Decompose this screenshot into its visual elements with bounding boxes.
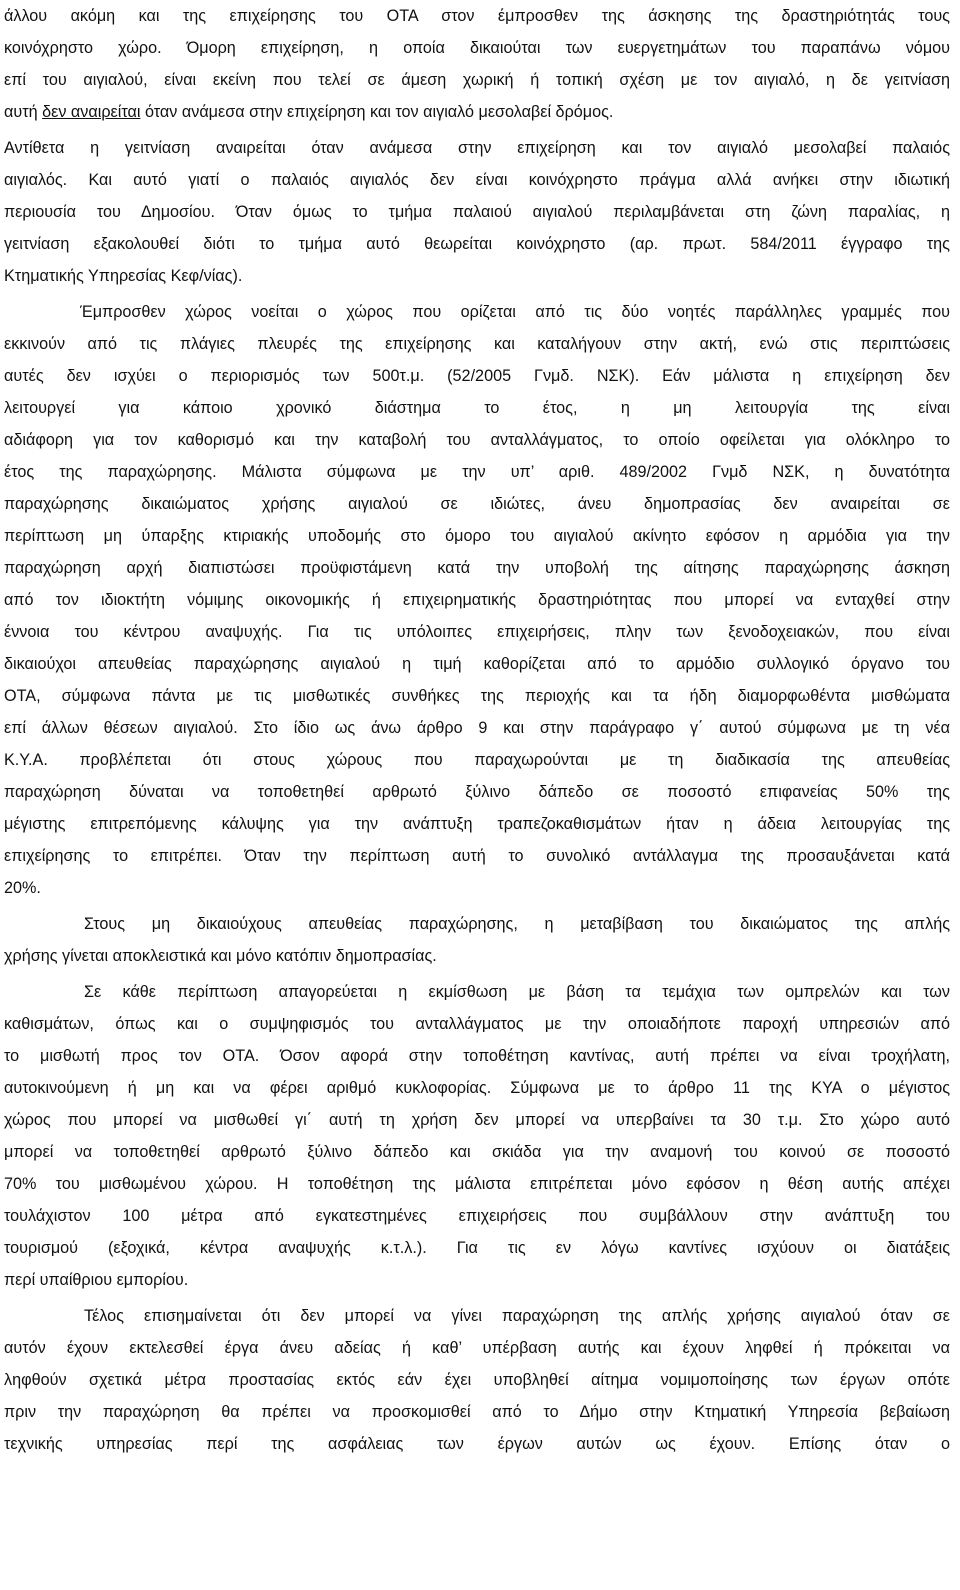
paragraph-auction: [4, 908, 950, 972]
text-line: τουρισμού (εξοχικά, κέντρα αναψυχής κ.τ.λ.). Για τις εν λόγω καντίνες ισχύουν οι διατάξεις: [4, 1239, 950, 1257]
text-line: ΟΤΑ, σύμφωνα πάντα με τις μισθωτικές συνθήκες της περιοχής και τα ήδη διαμορφωθέντα μισθώματα: [4, 687, 950, 705]
text-line: τεχνικής υπηρεσίας περί της ασφάλειας των έργων αυτών ως έχουν. Επίσης όταν ο: [4, 1435, 950, 1453]
text-line: μέγιστης επιτρεπόμενης κάλυψης για την ανάπτυξη τραπεζοκαθισμάτων ήταν η άδεια λειτουργίας της: [4, 815, 950, 833]
paragraph-old-shore: [4, 132, 950, 292]
text-line: καθισμάτων, όπως και ο συμψηφισμός του ανταλλάγματος με την οποιαδήποτε παροχή υπηρεσιών από: [4, 1015, 950, 1033]
text-line: εκκινούν από τις πλάγιες πλευρές της επιχείρησης και καταλήγουν στην ακτή, ενώ στις περιπτώσεις: [4, 335, 950, 353]
text-line: περί υπαίθριου εμπορίου.: [4, 1271, 189, 1289]
text-line: παραχώρησης δικαιώματος χρήσης αιγιαλού σε ιδιώτες, άνευ δημοπρασίας δεν αναιρείται σε: [4, 495, 950, 513]
text-line: χώρος που μπορεί να μισθωθεί γι΄ αυτή τη χρήση δεν μπορεί να υπερβαίνει τα 30 τ.μ. Στο χώρο αυτό: [4, 1111, 950, 1129]
text-line: παραχώρηση δύναται να τοποθετηθεί αρθρωτό ξύλινο δάπεδο σε ποσοστό επιφανείας 50% της: [4, 783, 950, 801]
text-line: Έμπροσθεν χώρος νοείται ο χώρος που ορίζεται από τις δύο νοητές παράλληλες γραμμές που: [80, 303, 950, 321]
text-line: παραχώρηση αρχή διαπιστώσει προϋφιστάμενη κατά την υποβολή της αίτησης παραχώρησης άσκηση: [4, 559, 950, 577]
text-line: έτος της παραχώρησης. Μάλιστα σύμφωνα με την υπ’ αριθ. 489/2002 Γνμδ ΝΣΚ, η δυνατότητα: [4, 463, 950, 481]
text-line: μπορεί να τοποθετηθεί αρθρωτό ξύλινο δάπεδο και σκιάδα για την αναμονή του κοινού σε ποσοστό: [4, 1143, 950, 1161]
text-line: από τον ιδιοκτήτη νόμιμης οικονομικής ή επιχειρηματικής δραστηριότητας που μπορεί να ενταχθεί στην: [4, 591, 950, 609]
text-line: χρήσης γίνεται αποκλειστικά και μόνο κατόπιν δημοπρασίας.: [4, 947, 437, 965]
text-line: Τέλος επισημαίνεται ότι δεν μπορεί να γίνει παραχώρηση της απλής χρήσης αιγιαλού όταν σε: [84, 1307, 950, 1325]
text-line: αυτές δεν ισχύει ο περιορισμός των 500τ.μ. (52/2005 Γνμδ. ΝΣΚ). Εάν μάλιστα η επιχείρηση δεν: [4, 367, 950, 385]
text-segment: αυτή: [4, 103, 43, 121]
text-line: Στους μη δικαιούχους απευθείας παραχώρησης, η μεταβίβαση του δικαιώματος της απλής: [84, 915, 950, 933]
text-line: αυτόν έχουν εκτελεσθεί έργα άνευ αδείας ή καθ’ υπέρβαση αυτής και έχουν ληφθεί ή πρόκειται να: [4, 1339, 950, 1357]
text-line: τουλάχιστον 100 μέτρα από εγκατεστημένες επιχειρήσεις που συμβάλλουν στην ανάπτυξη του: [4, 1207, 950, 1225]
text-line: γειτνίαση εξακολουθεί διότι το τμήμα αυτό θεωρείται κοινόχρηστο (αρ. πρωτ. 584/2011 έγγραφο της: [4, 235, 950, 253]
paragraph-continuation: [4, 0, 950, 128]
text-segment: όταν ανάμεσα στην επιχείρηση και τον αιγιαλό μεσολαβεί δρόμος.: [140, 103, 614, 121]
text-line: αιγιαλός. Και αυτό γιατί ο παλαιός αιγιαλός δεν είναι κοινόχρηστο πράγμα αλλά ανήκει στην ιδιωτική: [4, 171, 950, 189]
text-line: Κτηματικής Υπηρεσίας Κεφ/νίας).: [4, 267, 243, 285]
underlined-text: δεν αναιρείται: [42, 103, 141, 121]
text-line: Σε κάθε περίπτωση απαγορεύεται η εκμίσθωση με βάση τα τεμάχια των ομπρελών και των: [84, 983, 950, 1001]
text-line: επί άλλων θέσεων αιγιαλού. Στο ίδιο ως άνω άρθρο 9 και στην παράγραφο γ΄ αυτού σύμφωνα με τη νέα: [4, 719, 950, 737]
paragraph-front-space: [4, 296, 950, 904]
text-line: δικαιούχοι απευθείας παραχώρησης αιγιαλού η τιμή καθορίζεται από το αρμόδιο συλλογικό όργανο του: [4, 655, 950, 673]
text-line: περιουσία του Δημοσίου. Όταν όμως το τμήμα παλαιού αιγιαλού περιλαμβάνεται στη ζώνη παραλίας, η: [4, 203, 950, 221]
text-line: έννοια του κέντρου αναψυχής. Για τις υπόλοιπες επιχειρήσεις, πλην των ξενοδοχειακών, που είναι: [4, 623, 950, 641]
text-line: αυτοκινούμενη ή μη και να φέρει αριθμό κυκλοφορίας. Σύμφωνα με το άρθρο 11 της ΚΥΑ ο μέγιστος: [4, 1079, 950, 1097]
text-line: αδιάφορη για τον καθορισμό και την καταβολή του ανταλλάγματος, το οποίο οφείλεται για ολόκληρο το: [4, 431, 950, 449]
text-line: λειτουργεί για κάποιο χρονικό διάστημα το έτος, η μη λειτουργία της είναι: [4, 399, 950, 417]
text-line: κοινόχρηστο χώρο. Όμορη επιχείρηση, η οποία δικαιούται των ευεργετημάτων του παραπάνω νόμου: [4, 39, 950, 57]
paragraph-canteen: [4, 976, 950, 1296]
document-page: [4, 0, 950, 1460]
text-line: άλλου ακόμη και της επιχείρησης του ΟΤΑ στον έμπροσθεν της άσκησης της δραστηριότητάς τους: [4, 7, 950, 25]
text-line: Αντίθετα η γειτνίαση αναιρείται όταν ανάμεσα στην επιχείρηση και τον αιγιαλό μεσολαβεί παλαιός: [4, 139, 950, 157]
text-line: το μισθωτή προς τον ΟΤΑ. Όσον αφορά στην τοποθέτηση καντίνας, αυτή πρέπει να είναι τροχήλατη,: [4, 1047, 950, 1065]
text-line: επί του αιγιαλού, είναι εκείνη που τελεί σε άμεση χωρική ή τοπική σχέση με τον αιγιαλό, η δε γειτνίαση: [4, 71, 950, 89]
text-line: επιχείρησης το επιτρέπει. Όταν την περίπτωση αυτή το συνολικό αντάλλαγμα της προσαυξάνεται κατά: [4, 847, 950, 865]
text-line: ληφθούν σχετικά μέτρα προστασίας εκτός εάν έχει υποβληθεί αίτημα νομιμοποίησης των έργων οπότε: [4, 1371, 950, 1389]
text-line: 70% του μισθωμένου χώρου. Η τοποθέτηση της μάλιστα επιτρέπεται μόνο εφόσον η θέση αυτής απέχει: [4, 1175, 950, 1193]
text-line: πριν την παραχώρηση θα πρέπει να προσκομισθεί από το Δήμο στην Κτηματική Υπηρεσία βεβαίωση: [4, 1403, 950, 1421]
text-line: περίπτωση μη ύπαρξης κτιριακής υποδομής στο όμορο του αιγιαλού ακίνητο εφόσον η αρμόδια για την: [4, 527, 950, 545]
text-line: Κ.Υ.Α. προβλέπεται ότι στους χώρους που παραχωρούνται με τη διαδικασία της απευθείας: [4, 751, 950, 769]
text-line: 20%.: [4, 879, 41, 897]
text-line: [4, 96, 950, 128]
paragraph-final-note: [4, 1300, 950, 1460]
